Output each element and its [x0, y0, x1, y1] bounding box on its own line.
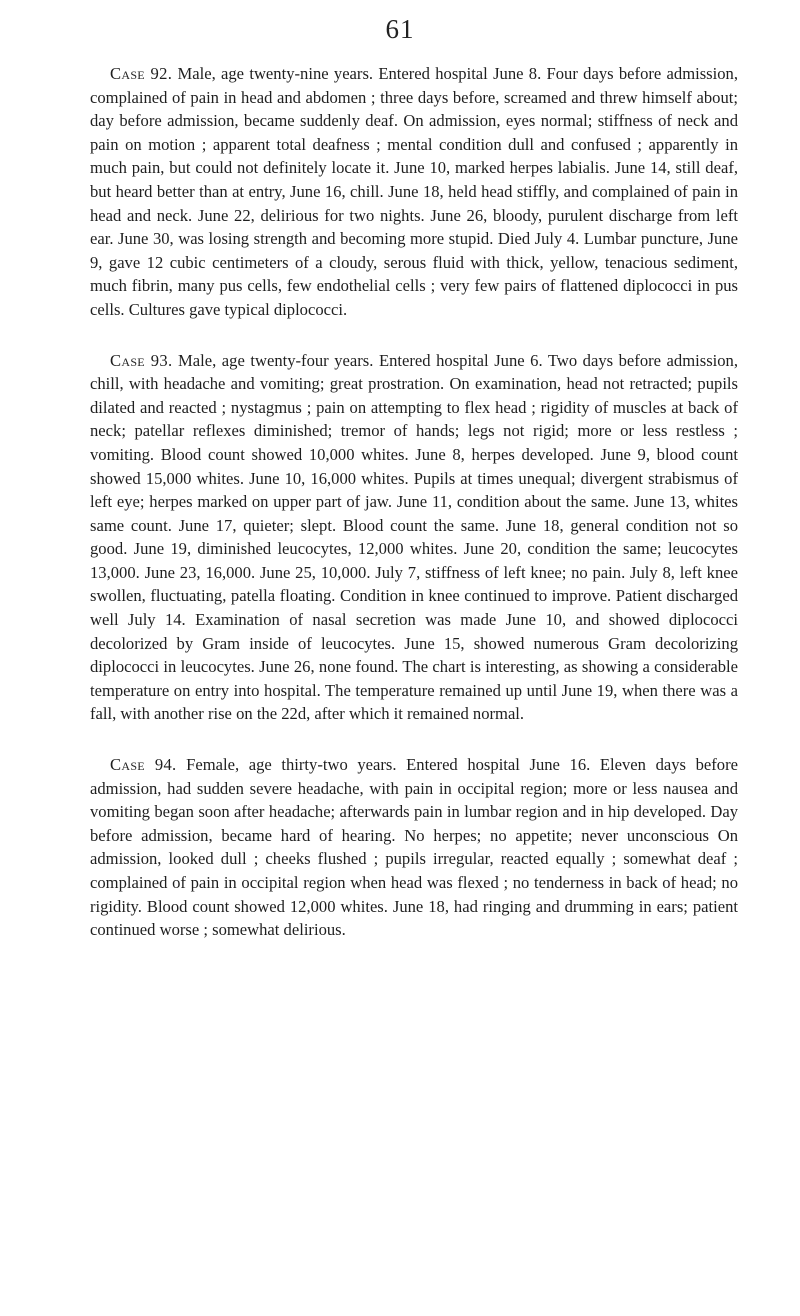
case-93-text: Male, age twenty-four years. Entered hospital June 6. Two days before admission, chill, with headache and vomiting; great prostration. On examination, head not retracted; pupils dilated and reacted ; nystagmus ; pain on attempting to flex head ; rigidity of muscles at back of neck; patellar reflexes diminished; tremor of hands; legs not rigid; more or less restless ; vomiting. Blood count showed 10,000 whites. June 8, herpes developed. June 9, blood count showed 15,000 whites. June 10, 16,000 whites. Pupils at times unequal; divergent strabismus of left eye; herpes marked on upper part of jaw. June 11, condition about the same. June 13, whites same count. June 17, quieter; slept. Blood count the same. June 18, general condition not so good. June 19, diminished leucocytes, 12,000 whites. June 20, condition the same; leucocytes 13,000. June 23, 16,000. June 25, 10,000. July 7, stiffness of left knee; no pain. July 8, left knee swollen, fluctuating, patella floating. Condition in knee continued to improve. Patient discharged well July 14. Examination of nasal secretion was made June 10, and showed diplococci decolorized by Gram inside of leucocytes. June 15, showed numerous Gram decolorizing diplococci in leucocytes. June 26, none found. The chart is interesting, as showing a considerable temperature on entry into hospital. The temperature remained up until June 19, when there was a fall, with another rise on the 22d, after which it remained normal.: [90, 350, 738, 724]
case-92-paragraph: [90, 62, 738, 322]
body-text: [90, 62, 738, 969]
case-93-label: Case 93.: [110, 350, 173, 370]
case-92-label: Case 92.: [110, 64, 173, 83]
case-94-paragraph: [90, 753, 738, 942]
page-number: 61: [385, 14, 415, 44]
case-93-paragraph: [90, 349, 738, 727]
case-94-text: Female, age thirty-two years. Entered hospital June 16. Eleven days before admission, had sudden severe headache, with pain in occipital region; more or less nausea and vomiting began soon after headache; afterwards pain in lumbar region and in hip developed. Day before admission, became hard of hearing. No herpes; no appetite; never unconscious On admission, looked dull ; cheeks flushed ; pupils irregular, reacted equally ; somewhat deaf ; complained of pain in occipital region when head was flexed ; no tenderness in back of head; no rigidity. Blood count showed 12,000 whites. June 18, had ringing and drumming in ears; patient continued worse ; somewhat delirious.: [90, 755, 738, 940]
case-94-label: Case 94.: [110, 755, 177, 775]
case-92-text: Male, age twenty-nine years. Entered hospital June 8. Four days before admission, complained of pain in head and abdomen ; three days before, screamed and threw himself about; day before admission, became suddenly deaf. On admission, eyes normal; stiffness of neck and pain on motion ; apparent total deafness ; mental condition dull and confused ; apparently in much pain, but could not definitely locate it. June 10, marked herpes labialis. June 14, still deaf, but heard better than at entry, June 16, chill. June 18, held head stiffly, and complained of pain in head and neck. June 22, delirious for two nights. June 26, bloody, purulent discharge from left ear. June 30, was losing strength and becoming more stupid. Died July 4. Lumbar puncture, June 9, gave 12 cubic centimeters of a cloudy, serous fluid with thick, yellow, tenacious sediment, much fibrin, many pus cells, few endothelial cells ; very few pairs of flattened diplococci in pus cells. Cultures gave typical diplococci.: [90, 64, 738, 319]
